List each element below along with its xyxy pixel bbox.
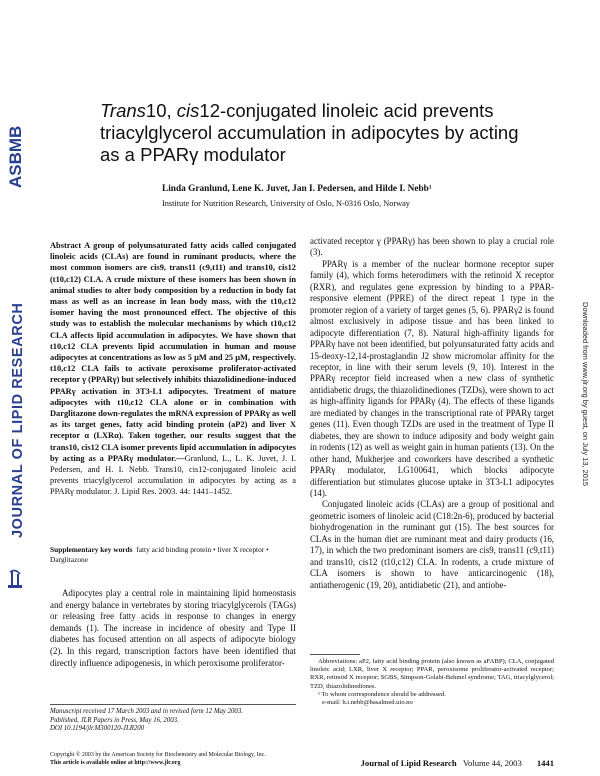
title-part-cis: cis: [176, 100, 200, 121]
abbreviations-text: Abbreviations: aP2, fatty acid binding protein (also known as aFABP); CLA, conjugated linoleic acid; LXR, liver X receptor; PPAR, peroxisome proliferator-activated receptor; RXR, retinoid X receptor; SGBS, Simpson-Golabi-Behmel syndrome; TAG, triacylglycerol; TZD, thiazolidinediones.: [310, 658, 554, 690]
download-note: [573, 300, 590, 630]
footer-journal: Journal of Lipid Research: [360, 758, 457, 768]
title-part-3: 12-conjugated linoleic acid prevents triacylglycerol accumulation in adipocytes by acting as a PPAR: [100, 100, 519, 165]
abstract-text: A group of polyunsaturated fatty acids called conjugated linoleic acids (CLAs) are found in ruminant products, where the most common isomers are cis9, trans11 (c9,t11) and trans10, cis12 (t10,c12) CLA. A crude mixture of these isomers has been shown in animal studies to alter body composition by a reduction in body fat mass as well as an increase in lean body mass, with the t10,c12 isomer having the most pronounced effect. The objective of this study was to establish the molecular mechanisms by which t10,c12 CLA affects lipid accumulation in adipocytes. We have shown that t10,c12 CLA prevents lipid accumulation in human and mouse adipocytes at concentrations as low as 5 μM and 25 μM, respectively. t10,c12 CLA fails to activate peroxisome proliferator-activated receptor γ (PPARγ) but selectively inhibits thiazolidinedione-induced PPARγ activation in 3T3-L1 adipocytes. Treatment of mature adipocytes with t10,c12 CLA alone or in combination with Darglitazone down-regulates the mRNA expression of PPARγ as well as its target genes, fatty acid binding protein (aP2) and liver X receptor α (LXRα). Taken together, our results suggest that the trans10, cis12 CLA isomer prevents lipid accumulation in adipocytes by acting as a PPARγ modulator.—: [50, 241, 296, 463]
title-part-gamma: γ: [189, 144, 199, 165]
title-part-trans: Trans: [100, 100, 146, 121]
journal-emblem-icon: [6, 568, 24, 590]
abstract-citation: Granlund, L., L. K. Juvet, J. I. Pedersen, and H. I. Nebb. Trans10, cis12-conjugated linoleic acid prevents triacylglycerol accumulation in adipocytes by acting as a PPARγ modulator. J. Lipid Res. 2003. 44: 1441–1452.: [50, 453, 296, 497]
footnote-divider-left: [50, 704, 296, 705]
abstract: [50, 240, 296, 498]
footnote-divider-right: [310, 654, 360, 655]
manuscript-received: Manuscript received 17 March 2003 and in revised form 12 May 2003.: [50, 708, 243, 715]
online-line: This article is available online at http://www.jlr.org: [50, 759, 181, 766]
download-note-text: Downloaded from www.jlr.org by guest, on July 13, 2015: [581, 302, 590, 487]
footer-page-number: 1441: [536, 758, 554, 768]
keywords-text: fatty acid binding protein • liver X receptor • Darglitazone: [50, 545, 269, 564]
body-left-paragraph: Adipocytes play a central role in maintaining lipid homeostasis and energy balance in vertebrates by storing triacylglycerols (TAGs) or releasing free fatty acids in response to changes in energy demands (1). The increase in incidence of obesity and Type II diabetes has focused attention on all aspects of adipocyte biology (2). In this regard, transcription factors have been identified that directly influence adipogenesis, in which peroxisome proliferator-: [50, 588, 296, 668]
footer-volume: Volume 44, 2003: [462, 758, 522, 768]
copyright: [50, 752, 296, 767]
article-title: [100, 100, 540, 166]
correspondence-email: e-mail: h.i.nebb@basalmed.uio.no: [322, 699, 413, 707]
keywords-label: Supplementary key words: [50, 545, 133, 554]
body-right-paragraph: PPARγ is a member of the nuclear hormone receptor super family (4), which forms heterodimers with the retinoid X receptor (RXR), and regulates gene expression by binding to a PPAR-responsive element (PPRE) of the direct repeat 1 type in the promoter region of a variety of target genes (5, 6). PPARγ2 is found almost exclusively in adipose tissue and has been linked to adipocyte differentiation (7, 8). Natural high-affinity ligands for PPARγ have not been identified, but polyunsaturated fatty acids and 15-deoxy-12,14-prostaglandin J2 show micromolar affinity for the receptor, in line with their serum levels (9, 10). Interest in the PPARγ receptor field increased when a new class of synthetic antidiabetic drugs, the thiazolidinediones (TZDs), were shown to act as high-affinity ligands for PPARγ (4). The effects of these ligands are mediated by changes in the transcriptional rate of PPARγ target genes (11). Even though TZDs are used in the treatment of Type II diabetes, they are shown to induce adiposity and body weight gain in rodents (12) as well as weight gain in human patients (13). On the other hand, Mukherjee and coworkers have described a synthetic PPARγ modulator, LG100641, which blocks adipocyte differentiation but stimulates glucose uptake in 3T3-L1 adipocytes (14).: [310, 258, 554, 498]
body-right-paragraph: Conjugated linoleic acids (CLAs) are a group of positional and geometric isomers of linoleic acid (C18:2n-6), produced by bacterial biohydrogenation in the ruminant gut (15). The best sources for CLAs in the human diet are ruminant meat and dairy products (16, 17), in which the two predominant isomers are cis9, trans11 (c9,t11) and trans10, cis12 (t10,c12) CLA. In rodents, a crude mixture of CLA isomers is shown to have anticarcinogenic (18), antiatherogenic (19, 20), antidiabetic (21), and antiobe-: [310, 499, 554, 590]
manuscript-doi: DOI 10.1194/jlr.M300120-JLR200: [50, 725, 145, 733]
authors: Linda Granlund, Lene K. Juvet, Jan I. Pedersen, and Hilde I. Nebb¹: [162, 184, 432, 194]
manuscript-note: [50, 708, 296, 734]
affiliation: Institute for Nutrition Research, University of Oslo, N-0316 Oslo, Norway: [162, 199, 410, 208]
asbmb-logo: [2, 120, 28, 190]
title-part-1: 10,: [145, 100, 177, 121]
body-left-column: [50, 588, 296, 669]
copyright-line: Copyright © 2003 by the American Society for Biochemistry and Molecular Biology, Inc.: [50, 752, 266, 758]
asbmb-logo-text: ASBMB: [6, 125, 25, 188]
title-part-5: modulator: [198, 144, 286, 165]
page-footer: [310, 758, 554, 768]
keywords: [50, 545, 296, 565]
body-right-column: [310, 236, 554, 591]
journal-name-text: JOURNAL OF LIPID RESEARCH: [10, 302, 26, 538]
abbreviations: [310, 658, 554, 707]
body-right-paragraph: activated receptor γ (PPARγ) has been shown to play a crucial role (3).: [310, 236, 554, 258]
abstract-label: Abstract: [50, 241, 82, 250]
journal-name-vertical: [4, 250, 28, 540]
manuscript-published: Published, JLR Papers in Press, May 16, 2003.: [50, 716, 179, 724]
correspondence-note: ¹ To whom correspondence should be addressed.: [318, 690, 446, 698]
